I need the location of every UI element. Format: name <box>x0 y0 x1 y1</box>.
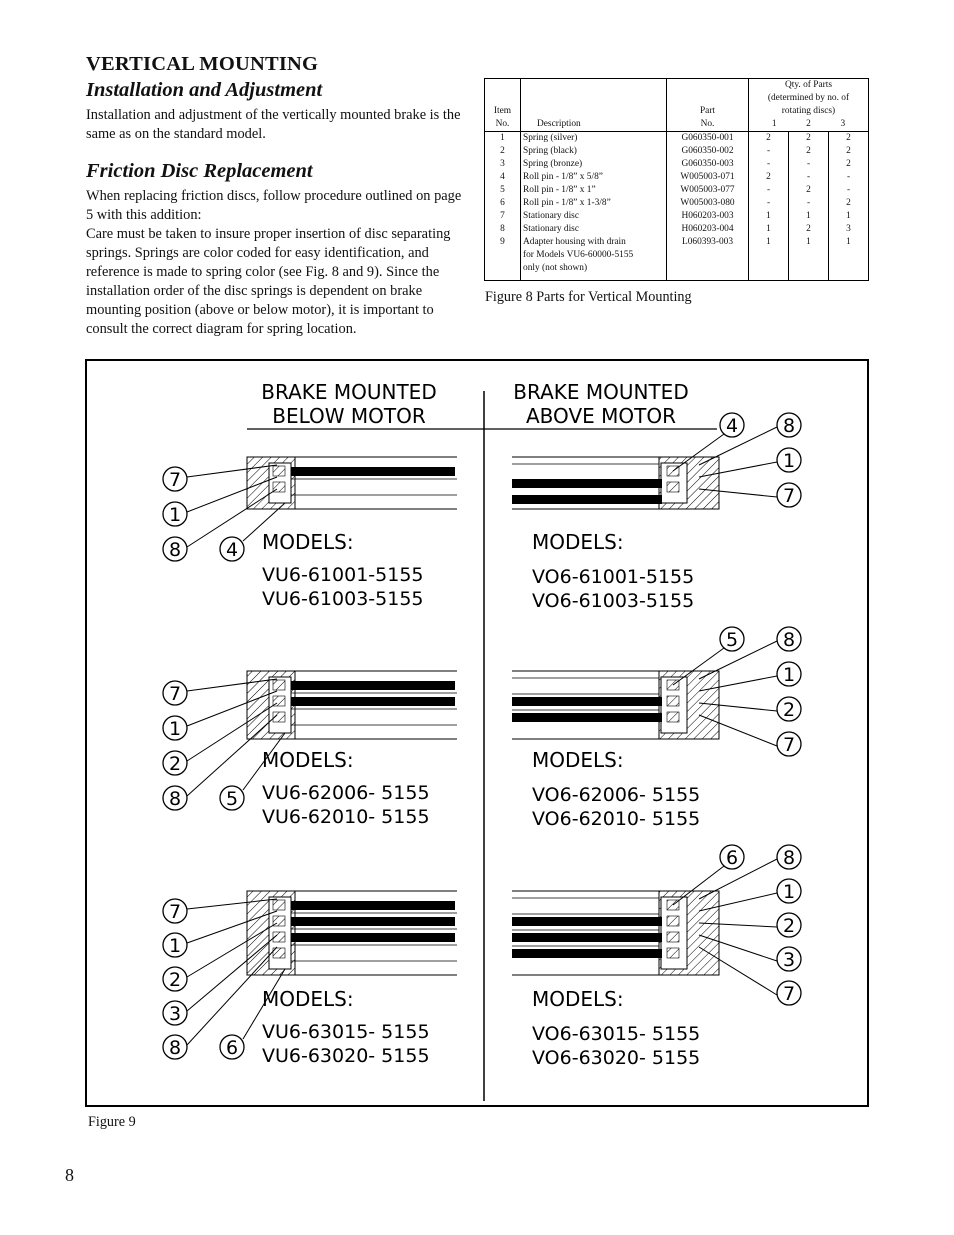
callout-number: 1 <box>782 881 796 903</box>
model-number: VU6-63020- 5155 <box>262 1045 430 1067</box>
diagram-left-2 <box>163 671 457 828</box>
models-label: MODELS: <box>532 530 624 554</box>
callout-number: 4 <box>225 539 239 561</box>
callout-extra <box>220 786 244 810</box>
table-cell: 2 <box>766 172 771 182</box>
models-label: MODELS: <box>532 987 624 1011</box>
table-cell: - <box>766 198 771 208</box>
table-cell: 2 <box>806 146 811 156</box>
table-cell: - <box>806 198 811 208</box>
table-cell: W005003-077 <box>680 185 735 195</box>
table-cell: Spring (black) <box>523 146 577 156</box>
header-part-no: Part No. <box>667 79 749 132</box>
table-cell: 8 <box>500 224 505 234</box>
table-cell: - <box>846 185 851 195</box>
figure-9-diagram <box>85 359 869 1107</box>
table-cell: Roll pin - 1/8” x 1” <box>523 185 596 195</box>
table-cell: 2 <box>846 198 851 208</box>
table-cell: - <box>766 159 771 169</box>
callout-number: 1 <box>168 935 182 957</box>
callout-number: 7 <box>782 485 796 507</box>
table-cell: 5 <box>500 185 505 195</box>
table-cell: Roll pin - 1/8” x 5/8” <box>523 172 603 182</box>
page-number: 8 <box>65 1165 74 1185</box>
subheading-installation: Installation and Adjustment <box>86 79 323 101</box>
diagram-left-3 <box>163 891 457 1067</box>
callout-number: 8 <box>782 415 796 437</box>
page-heading: VERTICAL MOUNTING <box>86 53 319 75</box>
callout-number: 3 <box>168 1003 182 1025</box>
callout-8 <box>163 786 187 810</box>
callout-8 <box>163 1035 187 1059</box>
models-label: MODELS: <box>262 748 354 772</box>
callout-1 <box>777 879 801 903</box>
model-number: VU6-61001-5155 <box>262 564 424 586</box>
qty-column <box>749 132 869 281</box>
table-header-row <box>485 79 869 132</box>
qty-col-3: 3 <box>840 119 846 129</box>
callout-number: 7 <box>168 469 182 491</box>
diagram-right-2 <box>512 627 801 830</box>
qty-col-1: 1 <box>771 119 777 129</box>
installation-paragraph: Installation and adjustment of the vertically mounted brake is the same as on the standard model. <box>86 107 461 142</box>
callout-2 <box>163 967 187 991</box>
table-cell: H060203-004 <box>681 224 734 234</box>
model-number: VU6-63015- 5155 <box>262 1021 430 1043</box>
callout-number: 2 <box>168 969 182 991</box>
part-column <box>667 132 749 281</box>
model-number: VO6-62006- 5155 <box>532 784 701 806</box>
callout-number: 8 <box>168 539 182 561</box>
callout-7 <box>163 681 187 705</box>
table-cell: 2 <box>806 133 811 143</box>
callout-extra <box>720 627 744 651</box>
table-cell: H060203-003 <box>681 211 734 221</box>
table-cell: Spring (silver) <box>523 133 578 143</box>
models-label: MODELS: <box>532 748 624 772</box>
qty-2-column <box>788 132 829 280</box>
callout-1 <box>777 662 801 686</box>
right-title-line-1: BRAKE MOUNTED <box>513 380 689 404</box>
callout-number: 1 <box>168 504 182 526</box>
item-column <box>485 132 521 281</box>
callout-7 <box>163 467 187 491</box>
parts-table <box>484 78 869 281</box>
callout-1 <box>163 502 187 526</box>
table-cell: - <box>766 185 771 195</box>
table-cell: 1 <box>846 211 851 221</box>
table-cell: W005003-080 <box>680 198 735 208</box>
table-cell: 2 <box>806 224 811 234</box>
table-cell: 1 <box>766 237 771 247</box>
callout-number: 7 <box>782 734 796 756</box>
callout-7 <box>777 732 801 756</box>
table-cell: 9 <box>500 237 505 247</box>
table-cell: W005003-071 <box>680 172 735 182</box>
table-cell: - <box>806 159 811 169</box>
right-title-line-2: ABOVE MOTOR <box>526 404 676 428</box>
table-cell: G060350-002 <box>681 146 734 156</box>
model-number: VO6-63015- 5155 <box>532 1023 701 1045</box>
callout-number: 2 <box>782 915 796 937</box>
diagram-left-1 <box>163 457 457 610</box>
header-description: Description <box>521 79 667 132</box>
model-number: VU6-62010- 5155 <box>262 806 430 828</box>
figure-8-caption: Figure 8 Parts for Vertical Mounting <box>485 289 692 305</box>
model-number: VO6-61003-5155 <box>532 590 695 612</box>
model-number: VU6-62006- 5155 <box>262 782 430 804</box>
subheading-friction-disc: Friction Disc Replacement <box>86 160 313 182</box>
table-cell: 6 <box>500 198 505 208</box>
callout-2 <box>163 751 187 775</box>
table-cell: 2 <box>500 146 505 156</box>
callout-number: 5 <box>725 629 739 651</box>
callout-extra <box>720 845 744 869</box>
table-body-row <box>485 132 869 281</box>
callout-number: 8 <box>168 788 182 810</box>
callout-1 <box>163 933 187 957</box>
callout-8 <box>163 537 187 561</box>
callout-extra <box>220 537 244 561</box>
callout-number: 7 <box>168 901 182 923</box>
table-cell: 1 <box>766 224 771 234</box>
table-cell: 1 <box>846 237 851 247</box>
models-label: MODELS: <box>262 987 354 1011</box>
callout-1 <box>777 448 801 472</box>
callout-3 <box>777 947 801 971</box>
table-cell: 2 <box>846 133 851 143</box>
table-cell: Stationary disc <box>523 211 579 221</box>
table-cell: only (not shown) <box>523 263 588 273</box>
callout-number: 5 <box>225 788 239 810</box>
table-cell: - <box>846 172 851 182</box>
callout-1 <box>163 716 187 740</box>
diagram-right-3 <box>512 845 801 1069</box>
callout-number: 8 <box>782 629 796 651</box>
table-cell: - <box>806 172 811 182</box>
table-cell: 3 <box>846 224 851 234</box>
model-number: VO6-61001-5155 <box>532 566 695 588</box>
table-cell: Roll pin - 1/8” x 1-3/8” <box>523 198 611 208</box>
header-qty: Qty. of Parts (determined by no. of rotating discs) 1 2 3 <box>749 79 869 132</box>
qty-3-column <box>829 132 868 280</box>
model-number: VO6-63020- 5155 <box>532 1047 701 1069</box>
left-title-line-2: BELOW MOTOR <box>272 404 426 428</box>
figure-9-caption: Figure 9 <box>88 1114 136 1130</box>
figure-9-svg <box>87 361 867 1105</box>
header-item-no: Item No. <box>485 79 521 132</box>
model-number: VU6-61003-5155 <box>262 588 424 610</box>
callout-number: 1 <box>782 450 796 472</box>
callout-8 <box>777 627 801 651</box>
table-cell: 1 <box>500 133 505 143</box>
friction-paragraph-1: When replacing friction discs, follow procedure outlined on page 5 with this addition: <box>86 188 462 223</box>
callout-number: 1 <box>168 718 182 740</box>
qty-col-2: 2 <box>806 119 811 129</box>
callout-3 <box>163 1001 187 1025</box>
table-cell: 3 <box>500 159 505 169</box>
callout-number: 8 <box>782 847 796 869</box>
table-cell: 2 <box>766 133 771 143</box>
table-cell: L060393-003 <box>681 237 734 247</box>
table-cell: 1 <box>806 211 811 221</box>
diagram-right-1 <box>512 413 801 612</box>
callout-number: 8 <box>168 1037 182 1059</box>
table-cell: G060350-003 <box>681 159 734 169</box>
callout-number: 2 <box>782 699 796 721</box>
table-cell: - <box>766 146 771 156</box>
left-title-line-1: BRAKE MOUNTED <box>261 380 437 404</box>
model-number: VO6-62010- 5155 <box>532 808 701 830</box>
table-cell: Adapter housing with drain <box>523 237 626 247</box>
table-cell: 7 <box>500 211 505 221</box>
table-cell: for Models VU6-60000-5155 <box>523 250 634 260</box>
table-cell: Stationary disc <box>523 224 579 234</box>
callout-number: 6 <box>225 1037 239 1059</box>
table-cell: Spring (bronze) <box>523 159 583 169</box>
callout-number: 7 <box>782 983 796 1005</box>
table-cell: 4 <box>500 172 505 182</box>
callout-2 <box>777 913 801 937</box>
callout-number: 7 <box>168 683 182 705</box>
table-cell: 1 <box>806 237 811 247</box>
callout-number: 4 <box>725 415 739 437</box>
callout-extra <box>720 413 744 437</box>
table-cell: G060350-001 <box>681 133 734 143</box>
callout-extra <box>220 1035 244 1059</box>
callout-number: 1 <box>782 664 796 686</box>
callout-7 <box>777 981 801 1005</box>
models-label: MODELS: <box>262 530 354 554</box>
callout-8 <box>777 845 801 869</box>
qty-1-column <box>749 132 788 280</box>
callout-number: 6 <box>725 847 739 869</box>
callout-number: 3 <box>782 949 796 971</box>
callout-7 <box>163 899 187 923</box>
callout-7 <box>777 483 801 507</box>
table-cell: 2 <box>806 185 811 195</box>
table-cell: 2 <box>846 146 851 156</box>
friction-paragraph-2: Care must be taken to insure proper insertion of disc separating springs. Springs are color coded for easy identification, and reference is made to spring color (see Fig. 8 and 9). Since the installation order of the disc springs is dependent on brake mounting position (above or below motor), it is important to consult the correct diagram for spring location. <box>86 226 451 337</box>
table-cell: 2 <box>846 159 851 169</box>
callout-8 <box>777 413 801 437</box>
description-column <box>521 132 667 281</box>
callout-2 <box>777 697 801 721</box>
table-cell: 1 <box>766 211 771 221</box>
callout-number: 2 <box>168 753 182 775</box>
